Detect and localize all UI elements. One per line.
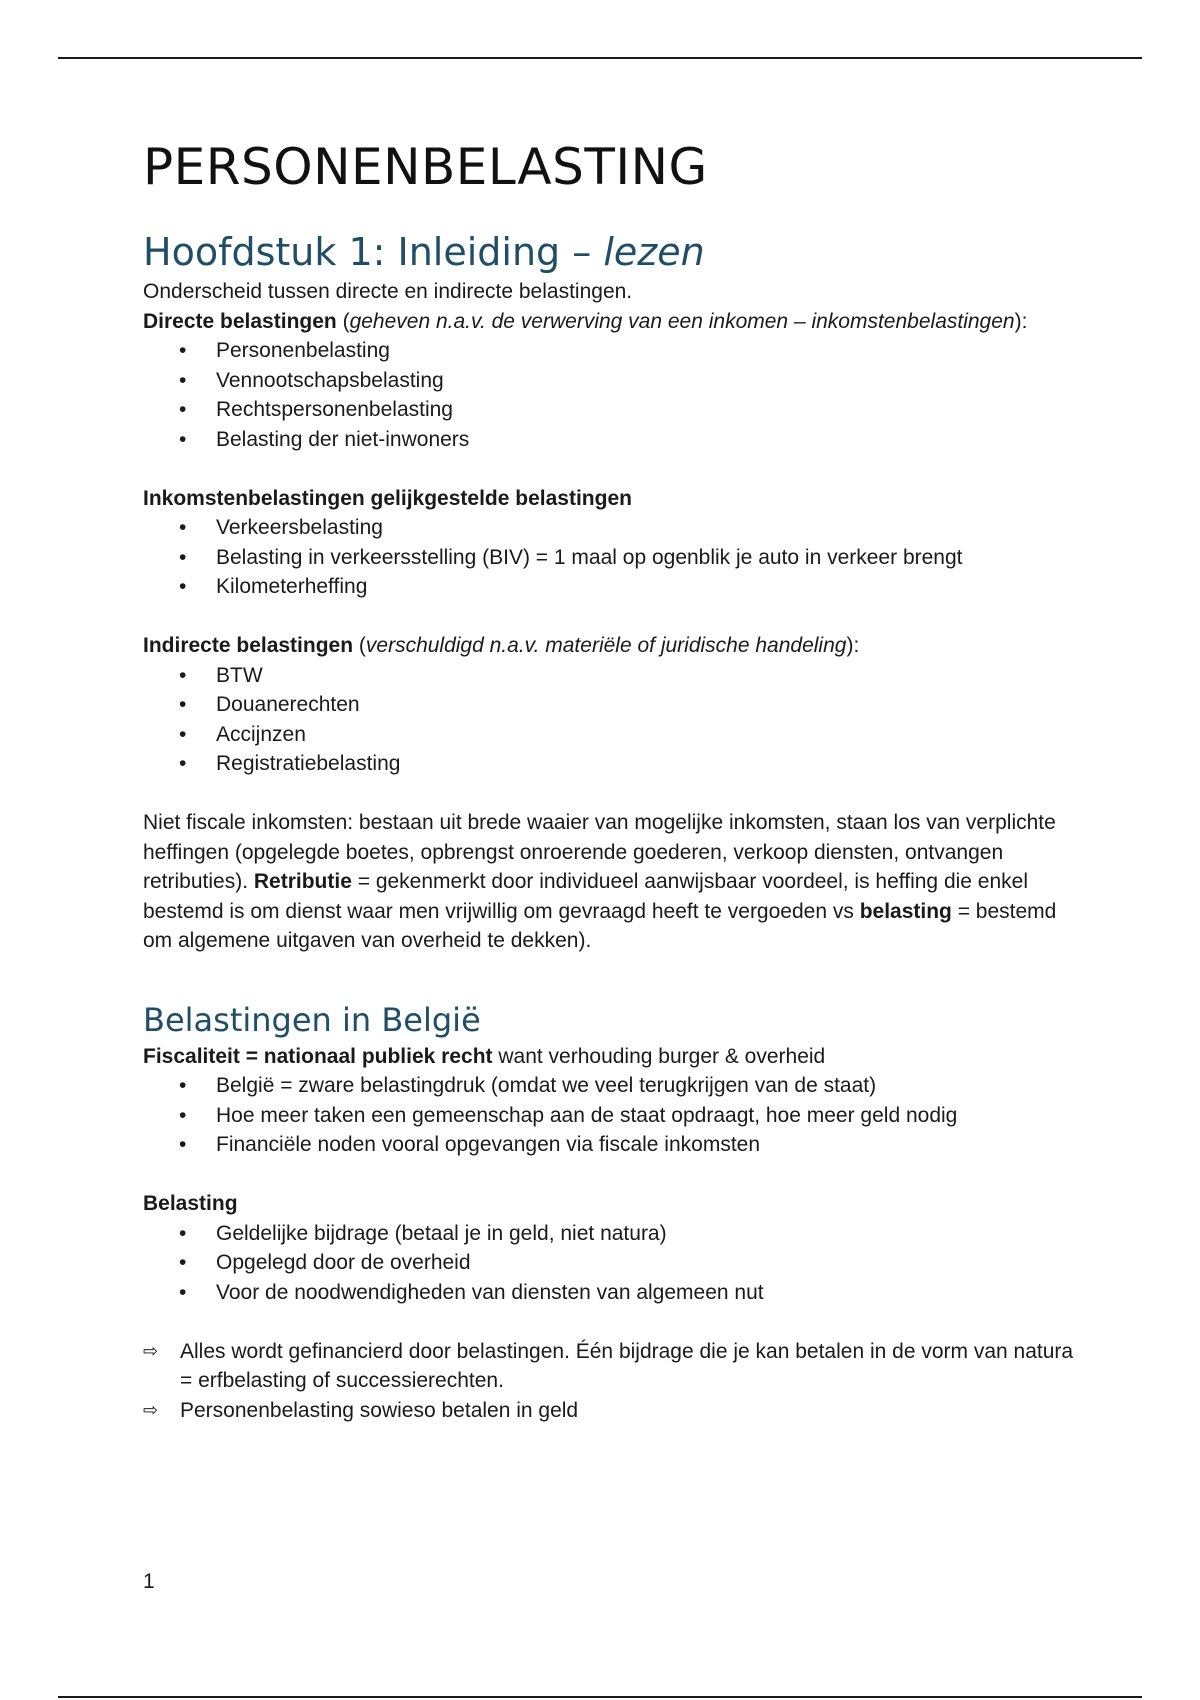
indirect-taxes-line: Indirecte belastingen (verschuldigd n.a.v. materiële of juridische handeling): [143, 634, 860, 657]
list-item: • Registratiebelasting [143, 749, 1083, 779]
list-item: • Financiële noden vooral opgevangen via fiscale inkomsten [143, 1130, 1083, 1160]
bullet-icon: • [179, 545, 187, 569]
bullet-icon: • [179, 339, 187, 362]
arrow-right-outline-icon: ⇨ [143, 1399, 159, 1421]
list-item: • Voor de noodwendigheden van diensten van algemeen nut [143, 1278, 1083, 1308]
bullet-icon: • [179, 1074, 187, 1097]
bullet-icon: • [179, 1103, 187, 1127]
bullet-icon: • [179, 752, 187, 775]
chapter-heading [143, 227, 1083, 277]
chapter-heading-italic: lezen [603, 230, 705, 274]
arrow-list [143, 1337, 1083, 1426]
list-item: • Hoe meer taken een gemeenschap aan de staat opdraagt, hoe meer geld nodig [143, 1101, 1083, 1131]
chapter-intro: Onderscheid tussen directe en indirecte belastingen. [143, 280, 633, 303]
list-item: • Douanerechten [143, 690, 1083, 720]
list-item: • Personenbelasting [143, 336, 1083, 366]
page-number: 1 [143, 1570, 155, 1593]
bullet-icon: • [179, 722, 187, 746]
spacer [143, 1160, 1083, 1190]
spacer [143, 454, 1083, 484]
list-item: • Opgelegd door de overheid [143, 1248, 1083, 1278]
list-item: • BTW [143, 661, 1083, 691]
page-content [143, 135, 1083, 1425]
fiscaliteit-line: Fiscaliteit = nationaal publiek recht want verhouding burger & overheid [143, 1044, 826, 1068]
equivalent-taxes-list [143, 513, 1083, 602]
equivalent-taxes-label: Inkomstenbelastingen gelijkgestelde belastingen [143, 486, 632, 510]
nonfiscal-paragraph: Niet fiscale inkomsten: bestaan uit brede waaier van mogelijke inkomsten, staan los van verplichte heffingen (opgelegde boetes, opbrengst onroerende goederen, verkoop diensten, ontvangen retributies). Retributie = gekenmerkt door individueel aanwijsbaar voordeel, is heffing die enkel bestemd is om dienst waar men vrijwillig om gevraagd heeft te vergoeden vs belasting = bestemd om algemene uitgaven van overheid te dekken). [143, 811, 1057, 952]
direct-taxes-line: Directe belastingen (geheven n.a.v. de verwerving van een inkomen – inkomstenbelastingen): [143, 309, 1028, 333]
belasting-list [143, 1219, 1083, 1308]
bullet-icon: • [179, 1251, 187, 1274]
spacer [143, 602, 1083, 632]
list-item: • Vennootschapsbelasting [143, 366, 1083, 396]
spacer [143, 1307, 1083, 1337]
list-item: • België = zware belastingdruk (omdat we veel terugkrijgen van de staat) [143, 1071, 1083, 1101]
list-item: • Kilometerheffing [143, 572, 1083, 602]
bullet-icon: • [179, 516, 187, 539]
direct-taxes-list [143, 336, 1083, 454]
bullet-icon: • [179, 427, 187, 451]
fiscaliteit-list [143, 1071, 1083, 1160]
bullet-icon: • [179, 693, 187, 716]
list-item: • Geldelijke bijdrage (betaal je in geld, niet natura) [143, 1219, 1083, 1249]
footer-rule [58, 1696, 1142, 1698]
section-heading: Belastingen in België [143, 1000, 481, 1039]
list-item: • Accijnzen [143, 720, 1083, 750]
list-item: • Belasting der niet-inwoners [143, 425, 1083, 455]
belasting-line [143, 1189, 1083, 1219]
bullet-icon: • [179, 368, 187, 392]
belasting-label: Belasting [143, 1192, 238, 1215]
bullet-icon: • [179, 398, 187, 421]
spacer [143, 779, 1083, 809]
direct-taxes-note: geheven n.a.v. de verwerving van een inkomen – inkomstenbelastingen [349, 309, 1015, 333]
equivalent-taxes-line [143, 484, 1083, 514]
list-item: • Belasting in verkeersstelling (BIV) = 1 maal op ogenblik je auto in verkeer brengt [143, 543, 1083, 573]
bullet-icon: • [179, 1280, 187, 1304]
indirect-taxes-note: verschuldigd n.a.v. materiële of juridische handeling [365, 634, 847, 657]
header-rule [58, 57, 1142, 59]
list-item: ⇨ Personenbelasting sowieso betalen in geld [143, 1396, 1083, 1426]
list-item: ⇨ Alles wordt gefinancierd door belastingen. Één bijdrage die je kan betalen in de vorm van natura = erfbelasting of successierechten. [143, 1337, 1083, 1396]
fiscaliteit-label: Fiscaliteit = nationaal publiek recht [143, 1044, 493, 1068]
document-title: PERSONENBELASTING [143, 138, 708, 196]
direct-taxes-label: Directe belastingen [143, 309, 337, 333]
bullet-icon: • [179, 663, 187, 687]
arrow-right-outline-icon: ⇨ [143, 1340, 159, 1362]
bullet-icon: • [179, 575, 187, 598]
list-item: • Verkeersbelasting [143, 513, 1083, 543]
indirect-taxes-label: Indirecte belastingen [143, 634, 354, 657]
list-item: • Rechtspersonenbelasting [143, 395, 1083, 425]
belasting-term: belasting [859, 899, 952, 923]
bullet-icon: • [179, 1133, 187, 1156]
indirect-taxes-list [143, 661, 1083, 779]
retributie-term: Retributie [253, 870, 352, 893]
chapter-heading-main: Hoofdstuk 1: Inleiding – [143, 230, 604, 274]
bullet-icon: • [179, 1221, 187, 1245]
